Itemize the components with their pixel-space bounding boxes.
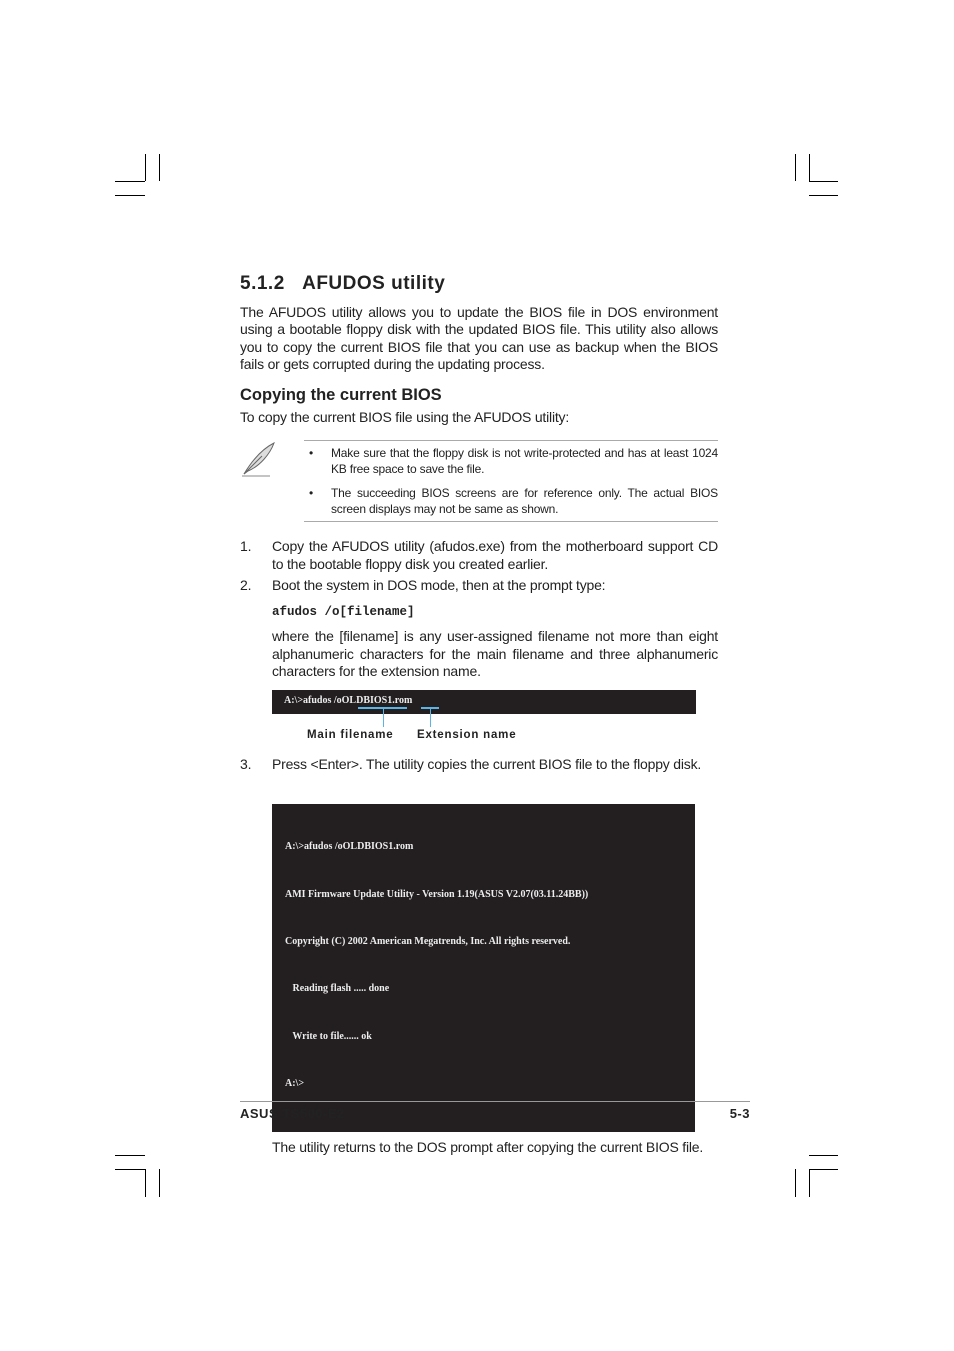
crop-mark xyxy=(115,1169,145,1170)
crop-mark xyxy=(809,154,810,181)
step-number: 2. xyxy=(240,577,252,594)
pen-icon xyxy=(240,440,278,478)
crop-mark xyxy=(795,1169,796,1197)
terminal-line: A:\>afudos /oOLDBIOS1.rom xyxy=(285,841,414,853)
filename-diagram-terminal: A:\>afudos /oOLDBIOS1.rom xyxy=(272,690,696,714)
step-after-text: The utility returns to the DOS prompt after copying the current BIOS file. xyxy=(272,1138,704,1155)
note-item: • The succeeding BIOS screens are for reference only. The actual BIOS screen displays may not be same as shown. xyxy=(309,486,718,517)
step-number: 1. xyxy=(240,538,252,555)
step-text: Boot the system in DOS mode, then at the prompt type: xyxy=(272,577,606,594)
step-number: 3. xyxy=(240,756,252,773)
section-heading: 5.1.2 AFUDOS utility xyxy=(240,273,446,294)
terminal-line: A:\> xyxy=(285,1078,305,1090)
dos-terminal-output xyxy=(272,804,695,1132)
step-1 xyxy=(240,538,718,573)
note-row xyxy=(240,440,718,522)
intro-paragraph: The AFUDOS utility allows you to update the BIOS file in DOS environment using a bootable floppy disk with the updated BIOS file. This utility also allows you to copy the current BIOS file that you can use as backup when the BIOS fails or gets corrupted during the updating process. xyxy=(240,304,718,372)
crop-mark xyxy=(115,195,145,196)
crop-mark xyxy=(115,1155,145,1156)
subsection-heading: Copying the current BIOS xyxy=(240,386,442,405)
page-number: 5-3 xyxy=(729,1106,750,1121)
note-box xyxy=(304,440,718,522)
crop-mark xyxy=(809,1155,838,1156)
extension-pointer xyxy=(430,708,431,727)
footer-rule xyxy=(240,1101,750,1102)
command-text: afudos /o[filename] xyxy=(272,605,415,620)
content-column xyxy=(240,272,718,1156)
extension-name-label: Extension name xyxy=(417,729,517,742)
crop-mark xyxy=(809,1169,810,1197)
step-text: Press <Enter>. The utility copies the current BIOS file to the floppy disk. xyxy=(272,756,702,773)
main-filename-pointer xyxy=(383,708,384,727)
crop-mark xyxy=(795,154,796,181)
note-item: • Make sure that the floppy disk is not write-protected and has at least 1024 KB free space to save the file. xyxy=(309,446,718,477)
crop-mark xyxy=(145,154,146,181)
crop-mark xyxy=(159,154,160,181)
crop-mark xyxy=(145,1169,146,1197)
crop-mark xyxy=(159,1169,160,1197)
step-3 xyxy=(240,756,718,773)
step-text: Copy the AFUDOS utility (afudos.exe) from the motherboard support CD to the bootable floppy disk you created earlier. xyxy=(272,538,718,572)
terminal-line: Write to file...... ok xyxy=(285,1030,372,1042)
subsection-lead: To copy the current BIOS file using the AFUDOS utility: xyxy=(240,409,570,426)
step-2 xyxy=(240,577,718,594)
filename-diagram xyxy=(272,690,718,746)
crop-mark xyxy=(809,1169,838,1170)
terminal-line: Copyright (C) 2002 American Megatrends, Inc. All rights reserved. xyxy=(285,935,571,947)
crop-mark xyxy=(809,181,838,182)
main-filename-label: Main filename xyxy=(307,729,394,742)
terminal-line: AMI Firmware Update Utility - Version 1.19(ASUS V2.07(03.11.24BB)) xyxy=(285,888,589,900)
step-detail: where the [filename] is any user-assigned filename not more than eight alphanumeric characters for the main filename and three alphanumeric characters for the extension name. xyxy=(272,628,718,679)
footer-product: ASUS TS500-E2 xyxy=(240,1106,345,1121)
terminal-line: Reading flash ..... done xyxy=(285,983,390,995)
crop-mark xyxy=(809,195,838,196)
crop-mark xyxy=(115,181,145,182)
